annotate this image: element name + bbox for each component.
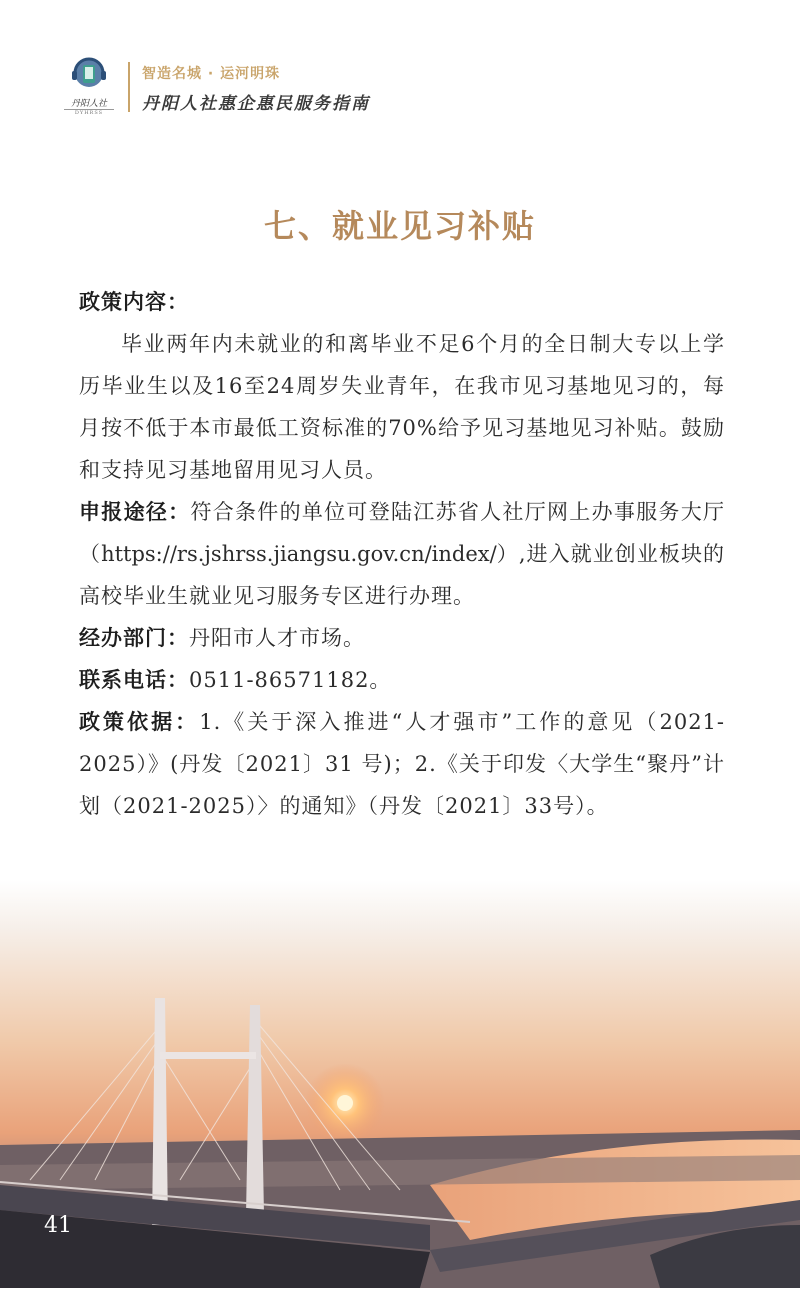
logo-text: 丹阳人社 (70, 99, 107, 109)
application-paragraph (79, 491, 725, 617)
application-text-before: 符合条件的单位可登陆江苏省人社厅网上办事服务大厅（ (79, 500, 726, 566)
phone-value: 0511-86571182。 (189, 668, 392, 692)
section-title: 七、就业见习补贴 (263, 207, 536, 245)
policy-content-text: 毕业两年内未就业的和离毕业不足6个月的全日制大专以上学历毕业生以及16至24周岁失业青年，在我市见习基地见习的，每月按不低于本市最低工资标准的70%给予见习基地见习补贴。鼓励和支持见习基地留用见习人员。 (79, 332, 725, 482)
bridge-sunset-photo (0, 880, 800, 1288)
page-header (58, 56, 518, 120)
phone-label: 联系电话： (79, 668, 189, 692)
policy-basis-paragraph (79, 701, 725, 827)
department-value: 丹阳市人才市场。 (189, 626, 365, 650)
policy-content-heading (79, 281, 725, 323)
application-url-link[interactable]: https://rs.jshrss.jiangsu.gov.cn/index/ (101, 542, 497, 566)
logo-subtext: DYHRSS (64, 109, 114, 116)
application-text-after: ）,进入就业创业板块的高校毕业生就业见习服务专区进行办理。 (79, 542, 725, 608)
guide-title: 丹阳人社惠企惠民服务指南 (142, 94, 370, 114)
department-paragraph (79, 617, 725, 659)
policy-basis-label: 政策依据： (79, 710, 200, 734)
policy-body (79, 281, 725, 827)
page-number: 41 (44, 1213, 72, 1238)
policy-basis-text: 1.《关于深入推进“人才强市”工作的意见（2021-2025）》(丹发〔2021〕31 号)；2.《关于印发〈大学生“聚丹”计划（2021-2025）〉的通知》（丹发〔2021〕33号）。 (79, 710, 726, 818)
department-label: 经办部门： (79, 626, 189, 650)
application-label: 申报途径： (79, 500, 191, 524)
policy-content-label: 政策内容： (79, 290, 189, 314)
header-slogan: 智造名城 · 运河明珠 (142, 66, 281, 82)
header-divider (128, 62, 130, 112)
phone-paragraph (79, 659, 725, 701)
